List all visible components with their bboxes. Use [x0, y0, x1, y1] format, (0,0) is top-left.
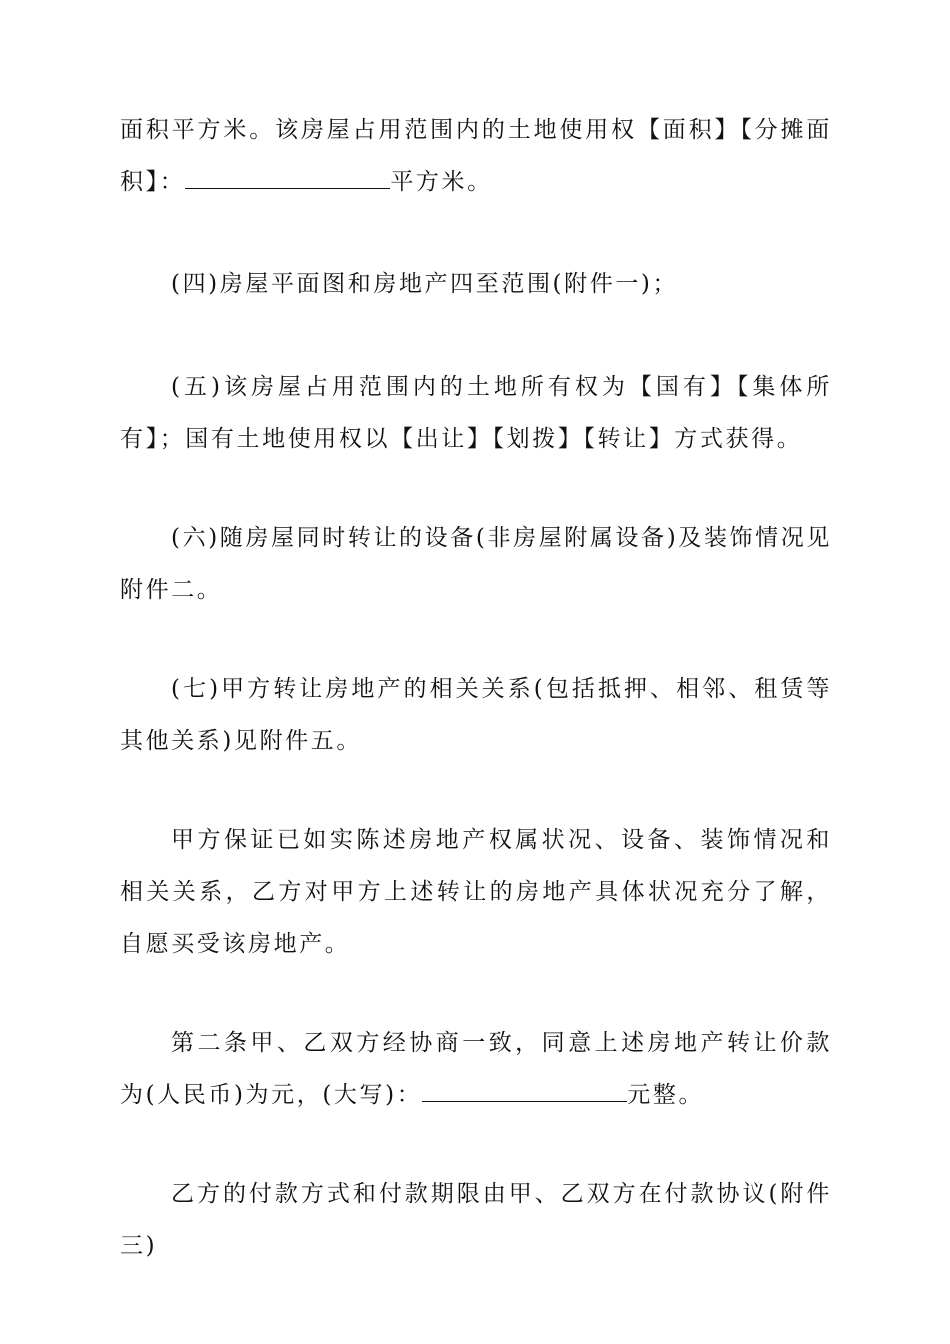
paragraph-item-4 [120, 258, 832, 310]
paragraph-text: (六)随房屋同时转让的设备(非房屋附属设备)及装饰情况见附件二。 [120, 525, 832, 603]
paragraph-land-area [120, 104, 832, 208]
paragraph-item-7 [120, 663, 832, 767]
paragraph-text: (五)该房屋占用范围内的土地所有权为【国有】【集体所有】；国有土地使用权以【出让】【划拨】【转让】方式获得。 [120, 374, 832, 452]
paragraph-text: 元整。 [627, 1082, 705, 1108]
paragraph-article-2 [120, 1017, 832, 1121]
fill-in-blank[interactable] [422, 1081, 627, 1102]
paragraph-text: 面积平方米。该房屋占用范围内的土地使用权【面积】【分摊面积】： [120, 117, 832, 195]
paragraph-text: 第二条甲、乙双方经协商一致，同意上述房地产转让价款为(人民币)为元，(大写)： [120, 1030, 832, 1108]
paragraph-item-5 [120, 361, 832, 465]
paragraph-text: 甲方保证已如实陈述房地产权属状况、设备、装饰情况和相关关系，乙方对甲方上述转让的房地产具体状况充分了解，自愿买受该房地产。 [120, 827, 832, 957]
paragraph-item-6 [120, 512, 832, 616]
paragraph-text: 乙方的付款方式和付款期限由甲、乙双方在付款协议(附件三) [120, 1181, 832, 1259]
paragraph-text: (四)房屋平面图和房地产四至范围(附件一)； [171, 271, 679, 297]
paragraph-guarantee [120, 814, 832, 970]
document-page [120, 104, 832, 1319]
paragraph-payment [120, 1168, 832, 1272]
paragraph-text: 平方米。 [390, 169, 493, 195]
fill-in-blank[interactable] [185, 168, 390, 189]
paragraph-text: (七)甲方转让房地产的相关关系(包括抵押、相邻、租赁等其他关系)见附件五。 [120, 676, 832, 754]
